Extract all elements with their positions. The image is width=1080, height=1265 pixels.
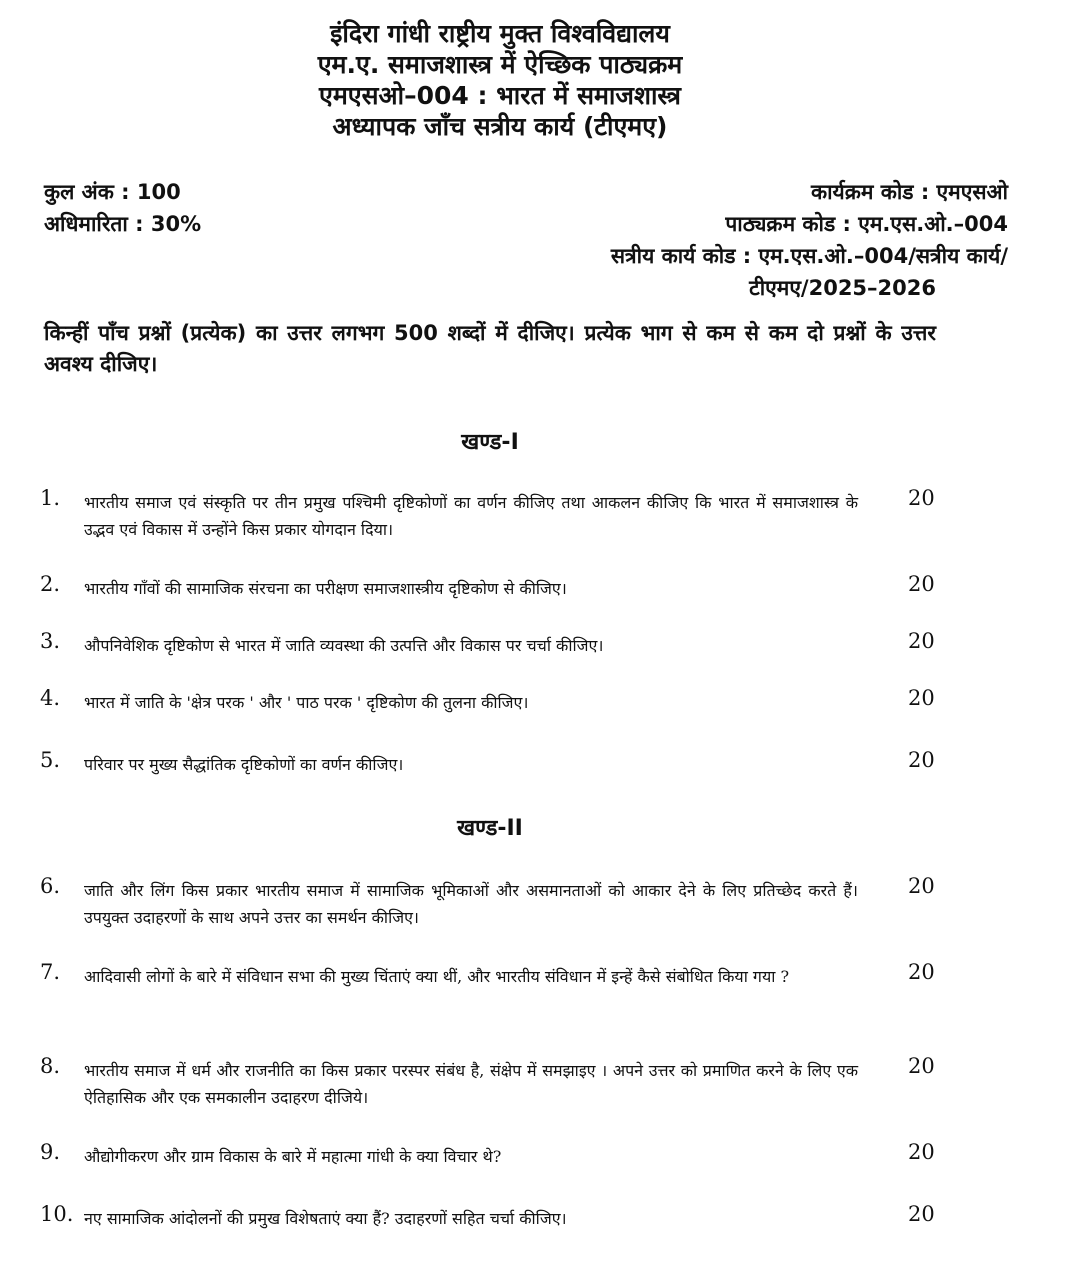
question-marks: 20: [908, 748, 935, 772]
weightage: अधिमारिता : 30%: [44, 212, 202, 236]
instructions: किन्हीं पाँच प्रश्नों (प्रत्येक) का उत्तर लगभग 500 शब्दों में दीजिए। प्रत्येक भाग से कम से कम दो प्रश्नों के उत्तर अवश्य दीजिए।: [44, 321, 936, 376]
code-info: [611, 176, 1008, 272]
question-text: भारतीय गाँवों की सामाजिक संरचना का परीक्षण समाजशास्त्रीय दृष्टिकोण से कीजिए।: [84, 579, 567, 598]
question-marks: 20: [908, 1140, 935, 1164]
marks-info: [44, 176, 201, 240]
section-title-2: खण्ड-II: [457, 816, 523, 841]
programme-code: कार्यक्रम कोड : एमएसओ: [810, 180, 1008, 204]
university-name: इंदिरा गांधी राष्ट्रीय मुक्त विश्वविद्यालय: [330, 19, 670, 48]
question-number: 3.: [40, 629, 61, 653]
programme-title: एम.ए. समाजशास्त्र में ऐच्छिक पाठ्यक्रम: [317, 50, 683, 79]
assignment-title: अध्यापक जाँच सत्रीय कार्य (टीएमए): [332, 112, 668, 141]
question-number: 2.: [40, 572, 61, 596]
question-number: 6.: [40, 874, 61, 898]
question-number: 1.: [40, 486, 61, 510]
course-title: एमएसओ–004 : भारत में समाजशास्त्र: [319, 81, 681, 110]
assignment-code-continued: [749, 272, 936, 304]
question-number: 8.: [40, 1054, 61, 1078]
question-text: जाति और लिंग किस प्रकार भारतीय समाज में सामाजिक भूमिकाओं और असमानताओं को आकार देने के लिए प्रतिच्छेद करते हैं। उपयुक्त उदाहरणों के साथ अपने उत्तर का समर्थन कीजिए।: [84, 881, 858, 927]
question-marks: 20: [908, 1202, 935, 1226]
question-text: औद्योगीकरण और ग्राम विकास के बारे में महात्मा गांधी के क्या विचार थे?: [84, 1147, 502, 1166]
question-marks: 20: [908, 486, 935, 510]
question-marks: 20: [908, 960, 935, 984]
course-code: पाठ्यक्रम कोड : एम.एस.ओ.–004: [725, 212, 1008, 236]
question-marks: 20: [908, 874, 935, 898]
question-text: नए सामाजिक आंदोलनों की प्रमुख विशेषताएं क्या हैं? उदाहरणों सहित चर्चा कीजिए।: [84, 1209, 567, 1228]
question-marks: 20: [908, 1054, 935, 1078]
section-title-1: खण्ड-I: [461, 430, 519, 455]
question-number: 4.: [40, 686, 61, 710]
question-text: भारतीय समाज एवं संस्कृति पर तीन प्रमुख पश्चिमी दृष्टिकोणों का वर्णन कीजिए तथा आकलन कीजिए कि भारत में समाजशास्त्र के उद्भव एवं विकास में उन्होंने किस प्रकार योगदान दिया।: [84, 493, 858, 539]
assignment-code: सत्रीय कार्य कोड : एम.एस.ओ.–004/सत्रीय कार्य/: [610, 244, 1008, 268]
total-marks: कुल अंक : 100: [44, 180, 181, 204]
document-header: [0, 18, 1000, 142]
question-text: भारतीय समाज में धर्म और राजनीति का किस प्रकार परस्पर संबंध है, संक्षेप में समझाइए । अपने उत्तर को प्रमाणित करने के लिए एक ऐतिहासिक और एक समकालीन उदाहरण दीजिये।: [84, 1061, 858, 1107]
question-number: 10.: [40, 1202, 74, 1226]
question-text: भारत में जाति के 'क्षेत्र परक ' और ' पाठ परक ' दृष्टिकोण की तुलना कीजिए।: [84, 693, 529, 712]
question-marks: 20: [908, 572, 935, 596]
question-number: 7.: [40, 960, 61, 984]
question-number: 5.: [40, 748, 61, 772]
question-marks: 20: [908, 629, 935, 653]
question-text: औपनिवेशिक दृष्टिकोण से भारत में जाति व्यवस्था की उत्पत्ति और विकास पर चर्चा कीजिए।: [84, 636, 604, 655]
question-number: 9.: [40, 1140, 61, 1164]
assignment-code-line-2: टीएमए/2025–2026: [749, 276, 936, 300]
question-text: परिवार पर मुख्य सैद्धांतिक दृष्टिकोणों का वर्णन कीजिए।: [84, 755, 404, 774]
question-marks: 20: [908, 686, 935, 710]
question-text: आदिवासी लोगों के बारे में संविधान सभा की मुख्य चिंताएं क्या थीं, और भारतीय संविधान में इन्हें कैसे संबोधित किया गया ?: [84, 967, 790, 986]
